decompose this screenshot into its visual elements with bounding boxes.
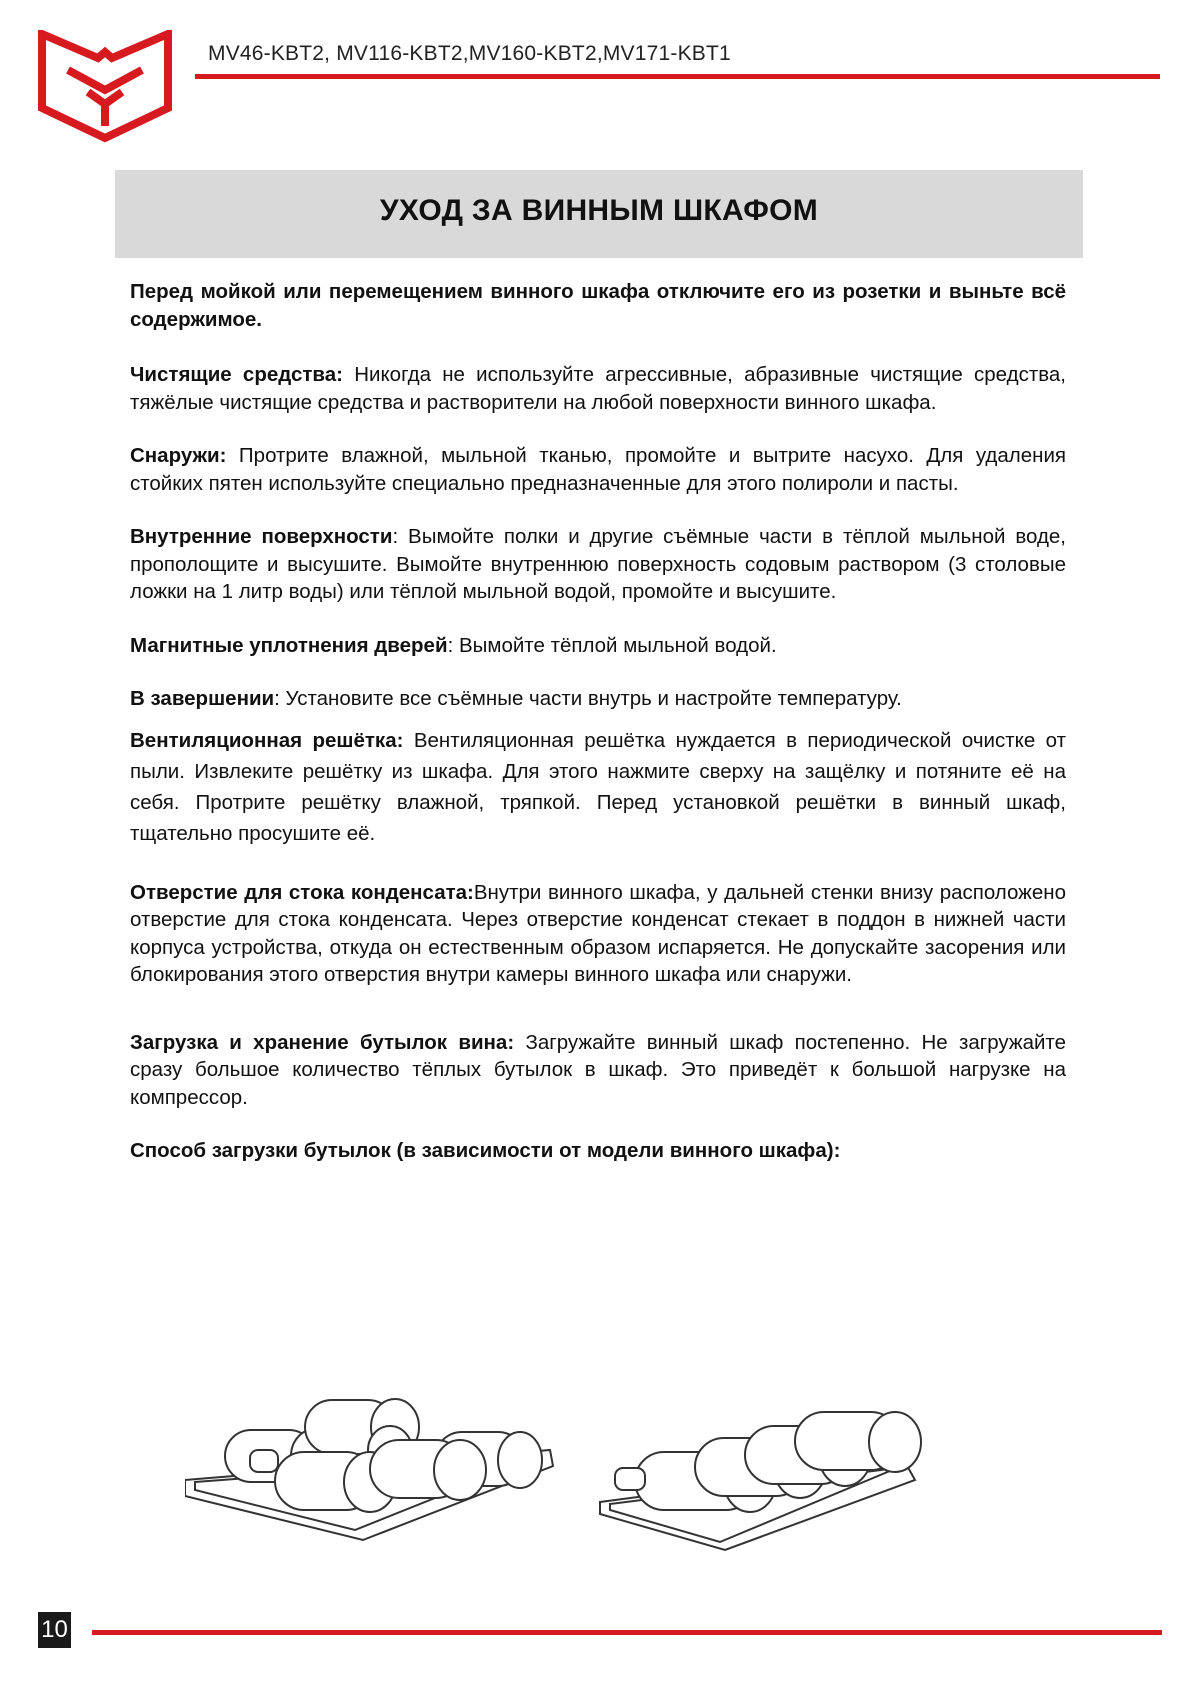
title-banner xyxy=(115,170,1083,258)
section-label: Снаружи: xyxy=(130,444,227,467)
section-text: : Вымойте полки и другие съёмные части в тёплой мыльной воде, прополощите и высушите. Вымойте внутреннюю поверхность содовым раствором (3 столовые ложки на 1 литр воды) или тёплой мыльной водой, промойте и высушите. xyxy=(130,525,1066,603)
page-title: УХОД ЗА ВИННЫМ ШКАФОМ xyxy=(379,194,819,227)
section-text: : Вымойте тёплой мыльной водой. xyxy=(447,633,777,657)
section-label: Чистящие средства: xyxy=(130,363,343,386)
section-text: Никогда не используйте агрессивные, абразивные чистящие средства, тяжёлые чистящие средства и растворители на любой поверхности винного шкафа. xyxy=(130,363,1066,414)
intro-paragraph: Перед мойкой или перемещением винного шкафа отключите его из розетки и выньте всё содержимое. xyxy=(130,280,1066,331)
section-door-seals xyxy=(130,632,1066,660)
section-finishing xyxy=(130,685,1066,713)
section-text: Внутри винного шкафа, у дальней стенки внизу расположено отверстие для стока конденсата. Через отверстие конденсат стекает в поддон в нижней части корпуса устройства, откуда он естественным образом испаряется. Не допускайте засорения или блокирования этого отверстия внутри камеры винного шкафа или снаружи. xyxy=(130,880,1067,986)
section-interior xyxy=(130,523,1066,606)
section-vent-grille xyxy=(130,725,1066,849)
section-exterior xyxy=(130,442,1066,497)
brand-logo-icon xyxy=(38,30,172,144)
section-bottle-loading xyxy=(130,1029,1066,1112)
section-label: Способ загрузки бутылок (в зависимости от модели винного шкафа): xyxy=(130,1139,841,1162)
content-body xyxy=(130,278,1066,1165)
section-cleaning-agents xyxy=(130,361,1066,416)
section-label: Отверстие для стока конденсата: xyxy=(130,880,474,904)
footer-divider xyxy=(92,1630,1162,1635)
section-text: Вентиляционная решётка нуждается в периодической очистке от пыли. Извлеките решётку из шкафа. Для этого нажмите сверху на защёлку и потяните её на себя. Протрите решётку влажной, тряпкой. Перед установкой решётки в винный шкаф, тщательно просушите её. xyxy=(130,728,1067,845)
shelf-left-illustration xyxy=(185,1399,553,1540)
section-label: Магнитные уплотнения дверей xyxy=(130,633,448,657)
shelf-right-illustration xyxy=(600,1412,921,1550)
header-divider xyxy=(195,74,1160,79)
section-loading-method xyxy=(130,1137,1066,1165)
section-text: : Установите все съёмные части внутрь и настройте температуру. xyxy=(274,687,902,710)
section-label: Загрузка и хранение бутылок вина: xyxy=(130,1030,515,1054)
section-drain-hole xyxy=(130,879,1066,989)
section-label: В завершении xyxy=(130,687,275,710)
model-numbers: MV46-KBT2, MV116-KBT2,MV160-KBT2,MV171-KBT1 xyxy=(208,42,731,65)
section-text: Протрите влажной, мыльной тканью, промойте и вытрите насухо. Для удаления стойких пятен используйте специально предназначенные для этого полироли и пасты. xyxy=(130,444,1066,495)
bottle-loading-illustration xyxy=(185,1390,1005,1580)
section-label: Внутренние поверхности xyxy=(130,525,393,548)
page-number: 10 xyxy=(38,1612,71,1648)
section-label: Вентиляционная решётка: xyxy=(130,728,404,752)
section-text: Загружайте винный шкаф постепенно. Не загружайте сразу большое количество тёплых бутылок в шкаф. Это приведёт к большой нагрузке на компрессор. xyxy=(130,1030,1066,1109)
